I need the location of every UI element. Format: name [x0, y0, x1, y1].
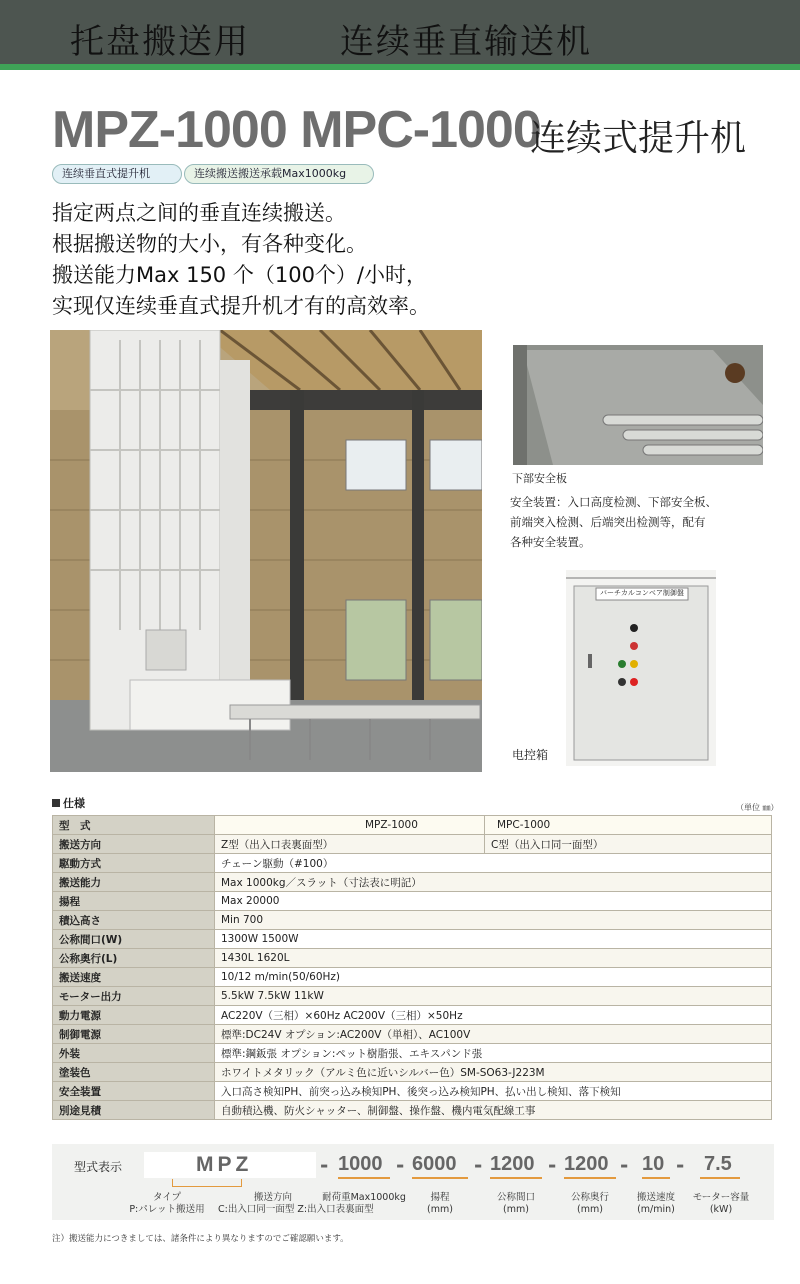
code-segment-width: 1200	[490, 1153, 535, 1175]
intro-line: 根据搬送物的大小，有各种变化。	[52, 232, 367, 256]
cabinet-caption: 电控箱	[512, 748, 549, 762]
type-desc-line: P:パレット搬送用	[129, 1204, 205, 1215]
bracket	[172, 1179, 242, 1187]
spec-key: 駆動方式	[53, 854, 215, 873]
table-row	[53, 873, 772, 892]
banner-title-left: 托盘搬送用	[70, 22, 250, 62]
spec-value: 5.5kW 7.5kW 11kW	[215, 987, 772, 1006]
spec-key: 積込高さ	[53, 911, 215, 930]
footnote: 注）搬送能力につきましては、諸条件により異なりますのでご確認願います。	[52, 1234, 349, 1244]
spec-model-mpc: MPC-1000	[485, 816, 772, 835]
spec-key: モーター出力	[53, 987, 215, 1006]
spec-value: Min 700	[215, 911, 772, 930]
direction-desc-line: 搬送方向	[253, 1192, 292, 1203]
seg-desc-line: (m/min)	[637, 1204, 675, 1215]
code-dash: -	[676, 1153, 685, 1177]
control-cabinet-photo	[566, 570, 716, 766]
spec-key: 搬送方向	[53, 835, 215, 854]
seg-desc-line: 公称奥行	[570, 1192, 609, 1203]
table-row	[53, 1082, 772, 1101]
table-row	[53, 1101, 772, 1120]
type-desc-line: タイプ	[152, 1192, 182, 1203]
spec-key: 型 式	[53, 816, 215, 835]
seg-desc-line: 耐荷重Max1000kg	[322, 1192, 406, 1203]
spec-model-mpz: MPZ-1000	[215, 816, 485, 835]
banner-title-right: 连续垂直输送机	[340, 22, 592, 62]
seg-desc-line: 揚程	[430, 1192, 450, 1203]
spec-value: Max 20000	[215, 892, 772, 911]
spec-value: チェーン駆動（#100）	[215, 854, 772, 873]
table-row	[53, 1063, 772, 1082]
square-bullet-icon	[52, 799, 60, 807]
code-dash: -	[320, 1153, 329, 1177]
spec-heading	[52, 795, 85, 811]
table-row	[53, 949, 772, 968]
table-row	[53, 854, 772, 873]
spec-unit: （単位 ㎜）	[736, 803, 779, 812]
safety-description	[510, 492, 780, 552]
seg-desc-line: 公称間口	[496, 1192, 535, 1203]
spec-key: 制御電源	[53, 1025, 215, 1044]
seg-desc-load	[318, 1192, 410, 1204]
table-row	[53, 1006, 772, 1025]
underline	[700, 1177, 740, 1179]
lower-safety-plate-photo	[513, 345, 763, 465]
spec-value: 1300W 1500W	[215, 930, 772, 949]
safety-line: 各种安全装置。	[510, 535, 591, 549]
spec-value: AC220V（三相）×60Hz AC200V（三相）×50Hz	[215, 1006, 772, 1025]
spec-value: 自動積込機、防火シャッター、制御盤、操作盤、機内電気配線工事	[215, 1101, 772, 1120]
table-row	[53, 911, 772, 930]
spec-value: 標準:DC24V オプション:AC200V（単相）、AC100V	[215, 1025, 772, 1044]
seg-desc-motor	[686, 1192, 756, 1216]
table-row	[53, 835, 772, 854]
tag-capacity: 连续搬送搬送承载Max1000kg	[184, 164, 374, 184]
code-dash: -	[548, 1153, 557, 1177]
type-code-panel	[52, 1144, 774, 1220]
spec-key: 別途見積	[53, 1101, 215, 1120]
type-code-label: 型式表示	[74, 1160, 123, 1174]
seg-desc-width	[486, 1192, 546, 1216]
model-title: MPZ-1000 MPC-1000	[52, 101, 541, 159]
underline	[490, 1177, 542, 1179]
spec-key: 動力電源	[53, 1006, 215, 1025]
seg-desc-line: (kW)	[709, 1204, 733, 1215]
spec-key: 安全装置	[53, 1082, 215, 1101]
seg-desc-line: (mm)	[427, 1204, 453, 1215]
intro-line: 指定两点之间的垂直连续搬送。	[52, 201, 346, 225]
seg-desc-line: モーター容量	[692, 1192, 750, 1203]
seg-desc-lift	[410, 1192, 470, 1216]
seg-desc-line: (mm)	[577, 1204, 603, 1215]
seg-desc-line: 搬送速度	[636, 1192, 675, 1203]
table-row	[53, 816, 772, 835]
main-photo	[50, 330, 482, 772]
spec-key: 公称奥行(L)	[53, 949, 215, 968]
cabinet-label: バーチカルコンベア制御盤	[600, 589, 684, 597]
plate-caption: 下部安全板	[512, 472, 567, 485]
underline	[338, 1177, 390, 1179]
tag-vertical-lift: 连续垂直式提升机	[52, 164, 182, 184]
spec-value-mpz: Z型（出入口表裏面型）	[215, 835, 485, 854]
safety-line: 安全装置：入口高度检测、下部安全板、	[510, 495, 717, 509]
code-dash: -	[396, 1153, 405, 1177]
table-row	[53, 930, 772, 949]
table-row	[53, 1044, 772, 1063]
spec-key: 搬送速度	[53, 968, 215, 987]
spec-heading-text: 仕様	[63, 797, 85, 810]
code-dash: -	[474, 1153, 483, 1177]
code-segment-speed: 10	[642, 1153, 665, 1175]
underline	[564, 1177, 616, 1179]
spec-value-mpc: C型（出入口同一面型）	[485, 835, 772, 854]
type-code-prefix: MPZ	[144, 1152, 316, 1178]
seg-desc-depth	[560, 1192, 620, 1216]
code-segment-load: 1000	[338, 1153, 383, 1175]
spec-table	[52, 815, 772, 1120]
safety-line: 前端突入检测、后端突出检测等，配有	[510, 515, 706, 529]
spec-key: 外装	[53, 1044, 215, 1063]
code-segment-lift: 6000	[412, 1153, 457, 1175]
intro-line: 搬送能力Max 150 个（100个）/小时，	[52, 263, 428, 287]
seg-desc-speed	[626, 1192, 686, 1216]
code-segment-depth: 1200	[564, 1153, 609, 1175]
spec-key: 搬送能力	[53, 873, 215, 892]
spec-value: 入口高さ検知PH、前突っ込み検知PH、後突っ込み検知PH、払い出し検知、落下検知	[215, 1082, 772, 1101]
underline	[642, 1177, 670, 1179]
intro-line: 实现仅连续垂直式提升机才有的高效率。	[52, 294, 430, 318]
seg-desc-line: (mm)	[503, 1204, 529, 1215]
table-row	[53, 1025, 772, 1044]
intro-text	[52, 198, 430, 322]
spec-value: 1430L 1620L	[215, 949, 772, 968]
spec-value: 10/12 m/min(50/60Hz)	[215, 968, 772, 987]
spec-key: 塗装色	[53, 1063, 215, 1082]
code-segment-motor: 7.5	[704, 1153, 732, 1175]
spec-value: Max 1000kg／スラット（寸法表に明記）	[215, 873, 772, 892]
model-subtitle: 连续式提升机	[530, 118, 747, 159]
spec-key: 揚程	[53, 892, 215, 911]
underline	[412, 1177, 468, 1179]
spec-value: ホワイトメタリック（アルミ色に近いシルバー色）SM-SO63-J223M	[215, 1063, 772, 1082]
direction-desc-line: C:出入口同一面型 Z:出入口表裏面型	[218, 1204, 374, 1215]
top-banner	[0, 0, 800, 70]
spec-value: 標準:鋼鈑張 オプション:ペット樹脂張、エキスパンド張	[215, 1044, 772, 1063]
table-row	[53, 892, 772, 911]
code-dash: -	[620, 1153, 629, 1177]
type-desc	[112, 1192, 222, 1216]
table-row	[53, 987, 772, 1006]
spec-key: 公称間口(W)	[53, 930, 215, 949]
table-row	[53, 968, 772, 987]
